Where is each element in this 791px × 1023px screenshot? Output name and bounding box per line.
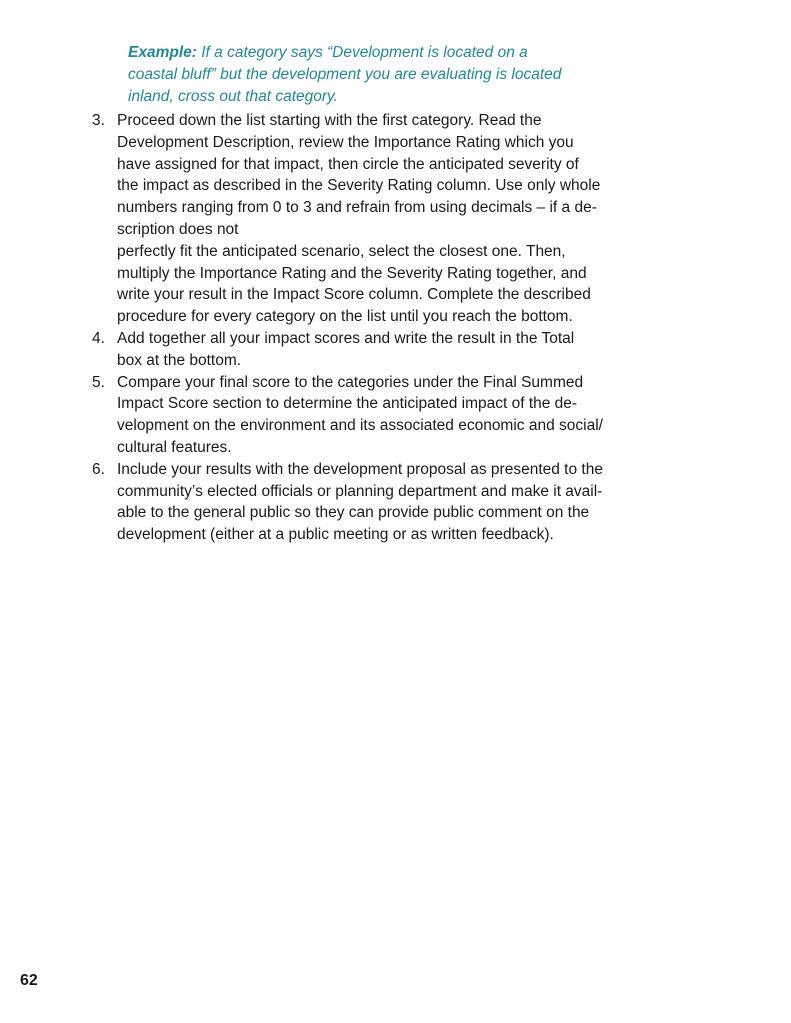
step-line: cultural features.	[117, 438, 232, 456]
step-line: numbers ranging from 0 to 3 and refrain from using decimals – if a de-	[117, 199, 597, 217]
step-line: perfectly fit the anticipated scenario, select the closest one. Then,	[117, 242, 566, 260]
step-line: box at the bottom.	[117, 351, 242, 369]
step-line: procedure for every category on the list until you reach the bottom.	[117, 308, 573, 326]
step-line: community’s elected officials or planning department and make it avail-	[117, 482, 603, 500]
step-line: development (either at a public meeting or as written feedback).	[117, 526, 554, 544]
step-5	[92, 372, 672, 459]
example-callout	[128, 42, 628, 108]
step-line: Include your results with the development proposal as presented to the	[117, 460, 603, 478]
step-line: have assigned for that impact, then circle the anticipated severity of	[117, 155, 579, 173]
instruction-list	[92, 110, 672, 546]
page-number: 62	[20, 972, 38, 989]
example-label: Example:	[128, 44, 197, 61]
step-4	[92, 328, 672, 372]
step-line: Impact Score section to determine the anticipated impact of the de-	[117, 395, 578, 413]
step-number: 3.	[92, 112, 105, 129]
step-line: able to the general public so they can provide public comment on the	[117, 504, 590, 522]
step-line: Compare your final score to the categories under the Final Summed	[117, 373, 584, 391]
step-number: 4.	[92, 329, 105, 347]
step-3	[92, 110, 672, 328]
step-line: Proceed down the list starting with the first category. Read the	[117, 112, 542, 129]
step-line: Add together all your impact scores and write the result in the Total	[117, 329, 575, 347]
step-line: scription does not	[117, 220, 239, 238]
example-line-1	[128, 42, 628, 64]
step-line: velopment on the environment and its associated economic and social/	[117, 417, 603, 435]
step-line: Development Description, review the Importance Rating which you	[117, 133, 574, 151]
step-line: multiply the Importance Rating and the Severity Rating together, and	[117, 264, 587, 282]
example-text-1: If a category says “Development is located on a	[201, 44, 528, 61]
step-line: the impact as described in the Severity Rating column. Use only whole	[117, 177, 601, 195]
example-line-2: coastal bluff” but the development you are evaluating is located	[128, 66, 562, 83]
step-number: 5.	[92, 373, 105, 391]
step-6	[92, 459, 672, 546]
step-line: write your result in the Impact Score column. Complete the described	[117, 286, 591, 304]
step-number: 6.	[92, 460, 105, 478]
example-line-3: inland, cross out that category.	[128, 88, 338, 105]
